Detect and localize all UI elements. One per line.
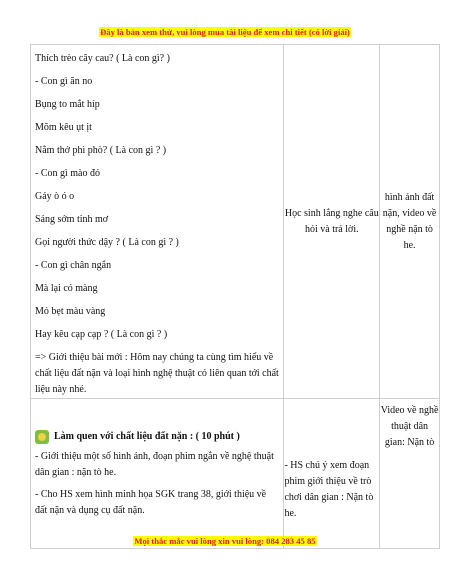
- riddle-line: Gáy ò ó o: [35, 191, 75, 202]
- student-activity-text: Học sinh lắng nghe câu hỏi và trả lời.: [284, 207, 379, 235]
- activity-line: - Giới thiệu một số hình ảnh, đoạn phim ngắn về nghệ thuật dân gian : nặn tò he.: [35, 450, 274, 478]
- student-activity-cell: [284, 399, 380, 549]
- riddle-line: Thích trèo cây cau? ( Là con gì? ): [35, 53, 170, 64]
- lesson-table: [30, 44, 440, 549]
- riddle-line: - Con gì chân ngắn: [35, 260, 112, 271]
- student-activity-cell: [284, 45, 380, 399]
- activity-line: - Cho HS xem hình minh họa SGK trang 38, giới thiệu về đất nặn và dụng cụ đất nặn.: [35, 488, 267, 516]
- materials-cell: [380, 399, 440, 549]
- materials-cell: [380, 45, 440, 399]
- section-heading-text: Làm quen với chất liệu đất nặn : ( 10 phút ): [54, 430, 240, 442]
- riddle-line: - Con gì mào đỏ: [35, 168, 100, 179]
- preview-banner: Đây là bản xem thử, vui lòng mua tài liệu để xem chi tiết (có lời giải): [100, 27, 350, 37]
- riddle-line: Hay kêu cạp cạp ? ( Là con gì ? ): [35, 329, 168, 340]
- teacher-activity-cell: [31, 45, 284, 399]
- riddle-line: Sáng sớm tinh mơ: [35, 214, 109, 225]
- riddle-line: Mà lại có màng: [35, 283, 98, 294]
- lesson-intro: => Giới thiệu bài mới : Hôm nay chúng ta cùng tìm hiểu về chất liệu đất nặn và loại hình nghệ thuật có liên quan tới chất liệu này nhé.: [35, 352, 279, 395]
- teacher-activity-cell: [31, 399, 284, 549]
- riddle-line: Nằm thở phì phò? ( Là con gì ? ): [35, 145, 167, 156]
- table-row: [31, 45, 440, 399]
- riddle-line: Mỏ bẹt màu vàng: [35, 306, 106, 317]
- riddle-line: - Con gì ăn no: [35, 76, 93, 87]
- student-activity-text: - HS chú ý xem đoạn phim giới thiệu về trò chơi dân gian : Nặn tò he.: [284, 459, 374, 519]
- materials-text: Video về nghề thuật dân gian: Nặn tò: [380, 405, 439, 448]
- palette-icon: [35, 430, 49, 444]
- materials-text: hình ảnh đất nặn, video về nghề nặn tò he.: [382, 191, 437, 251]
- riddle-line: Bụng to mắt híp: [35, 99, 100, 110]
- riddle-line: Gọi người thức dậy ? ( Là con gì ? ): [35, 237, 179, 248]
- section-heading: [35, 429, 279, 445]
- riddle-line: Mõm kêu ụt ịt: [35, 122, 92, 133]
- table-row: [31, 399, 440, 549]
- contact-banner: Mọi thắc mắc vui lòng xin vui lòng: 084 283 45 85: [134, 536, 316, 546]
